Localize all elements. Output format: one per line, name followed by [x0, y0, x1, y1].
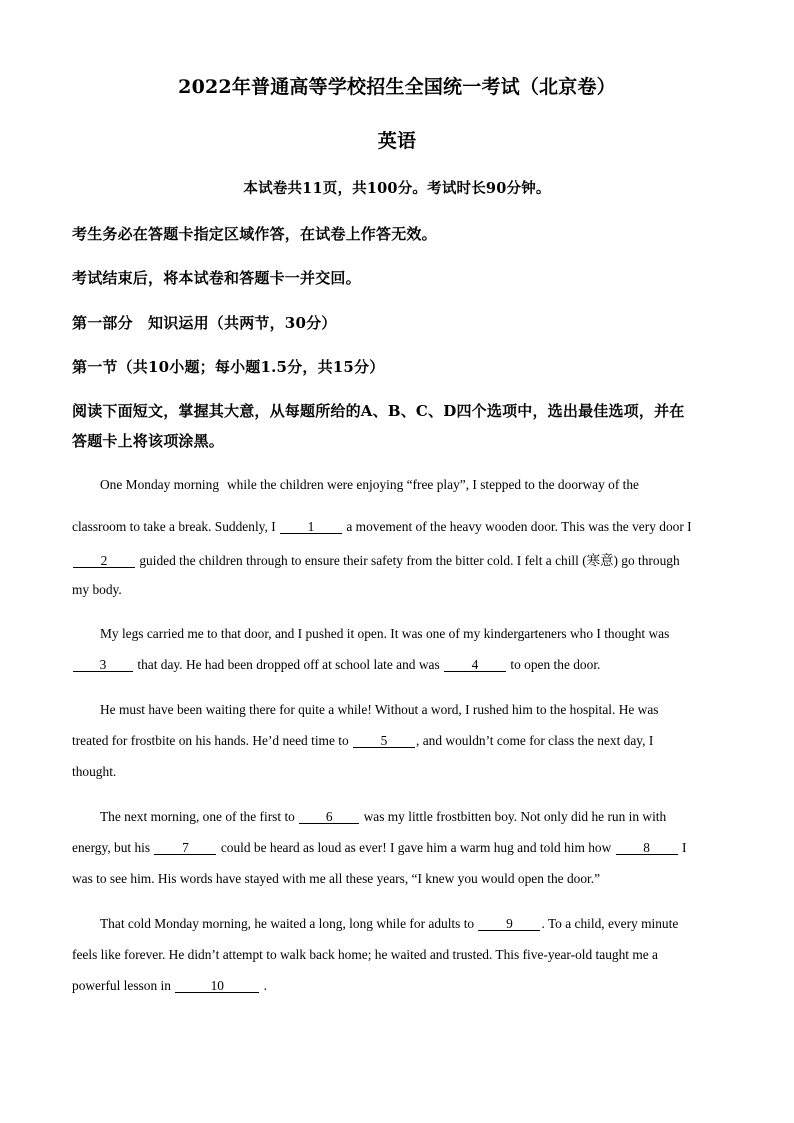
passage-text: to open the door. [510, 657, 601, 672]
answer-blank-2: 2 [73, 555, 135, 568]
passage-text: was my little frostbitten boy. Not only did he run in with [363, 809, 667, 824]
passage-text: I [682, 840, 687, 855]
answer-blank-6: 6 [299, 811, 359, 824]
answer-blank-9: 9 [478, 918, 540, 931]
instruction-line-1: 考生务必在答题卡指定区域作答，在试卷上作答无效。 [72, 225, 437, 243]
passage-text: treated for frostbite on his hands. He’d need time to [72, 733, 349, 748]
exam-title: 2022年普通高等学校招生全国统一考试（北京卷） [178, 76, 616, 98]
answer-blank-10: 10 [175, 980, 259, 993]
passage-text: , and wouldn’t come for class the next day, I [416, 733, 654, 748]
answer-blank-7: 7 [154, 842, 216, 855]
passage-line [100, 477, 639, 493]
passage-text: a movement of the heavy wooden door. This was the very door I [346, 519, 692, 534]
passage-text: that day. He had been dropped off at school late and was [137, 657, 440, 672]
instruction-line-2: 考试结束后，将本试卷和答题卡一并交回。 [72, 269, 361, 287]
passage-text: could be heard as loud as ever! I gave him a warm hug and told him how [220, 840, 612, 855]
part-heading: 第一部分 知识运用（共两节，30分） [72, 314, 337, 332]
directions-line-1: 阅读下面短文，掌握其大意，从每题所给的A、B、C、D四个选项中，选出最佳选项，并在 [72, 402, 685, 420]
answer-blank-8: 8 [616, 842, 678, 855]
passage-line: He must have been waiting there for quite a while! Without a word, I rushed him to the hospital. He was [100, 702, 659, 717]
exam-info: 本试卷共11页，共100分。考试时长90分钟。 [243, 180, 551, 197]
passage-text: . To a child, every minute [541, 916, 679, 931]
passage-line: my body. [72, 582, 122, 597]
passage-text: One Monday morning [100, 477, 220, 492]
passage-text: guided the children through to ensure their safety from the bitter cold. I felt a chill (寒意) go through [139, 553, 680, 568]
answer-blank-3: 3 [73, 659, 133, 672]
passage-line [100, 809, 666, 825]
passage-text: powerful lesson in [72, 978, 171, 993]
passage-line [72, 550, 680, 569]
answer-blank-4: 4 [444, 659, 506, 672]
passage-line: thought. [72, 764, 117, 779]
passage-line [72, 657, 600, 673]
passage-line [72, 978, 267, 994]
section-heading: 第一节（共10小题；每小题1.5分，共15分） [72, 358, 385, 376]
answer-blank-1: 1 [280, 521, 342, 534]
passage-line: My legs carried me to that door, and I pushed it open. It was one of my kindergarteners who I thought was [100, 626, 670, 641]
answer-blank-5: 5 [353, 735, 415, 748]
passage-line: feels like forever. He didn’t attempt to walk back home; he waited and trusted. This five-year-old taught me a [72, 947, 659, 962]
passage-text: That cold Monday morning, he waited a long, long while for adults to [100, 916, 475, 931]
passage-line: was to see him. His words have stayed with me all these years, “I knew you would open the door.” [72, 871, 601, 886]
passage-line [72, 840, 686, 856]
subject-title: 英语 [377, 130, 417, 152]
passage-text: while the children were enjoying “free play”, I stepped to the doorway of the [227, 477, 639, 492]
passage-text: energy, but his [72, 840, 151, 855]
passage-line [72, 519, 692, 535]
passage-text: The next morning, one of the first to [100, 809, 295, 824]
passage-line [72, 733, 653, 749]
directions-line-2: 答题卡上将该项涂黑。 [72, 432, 225, 450]
passage-text: classroom to take a break. Suddenly, I [72, 519, 276, 534]
passage-text: . [263, 978, 268, 993]
passage-line [100, 916, 678, 932]
